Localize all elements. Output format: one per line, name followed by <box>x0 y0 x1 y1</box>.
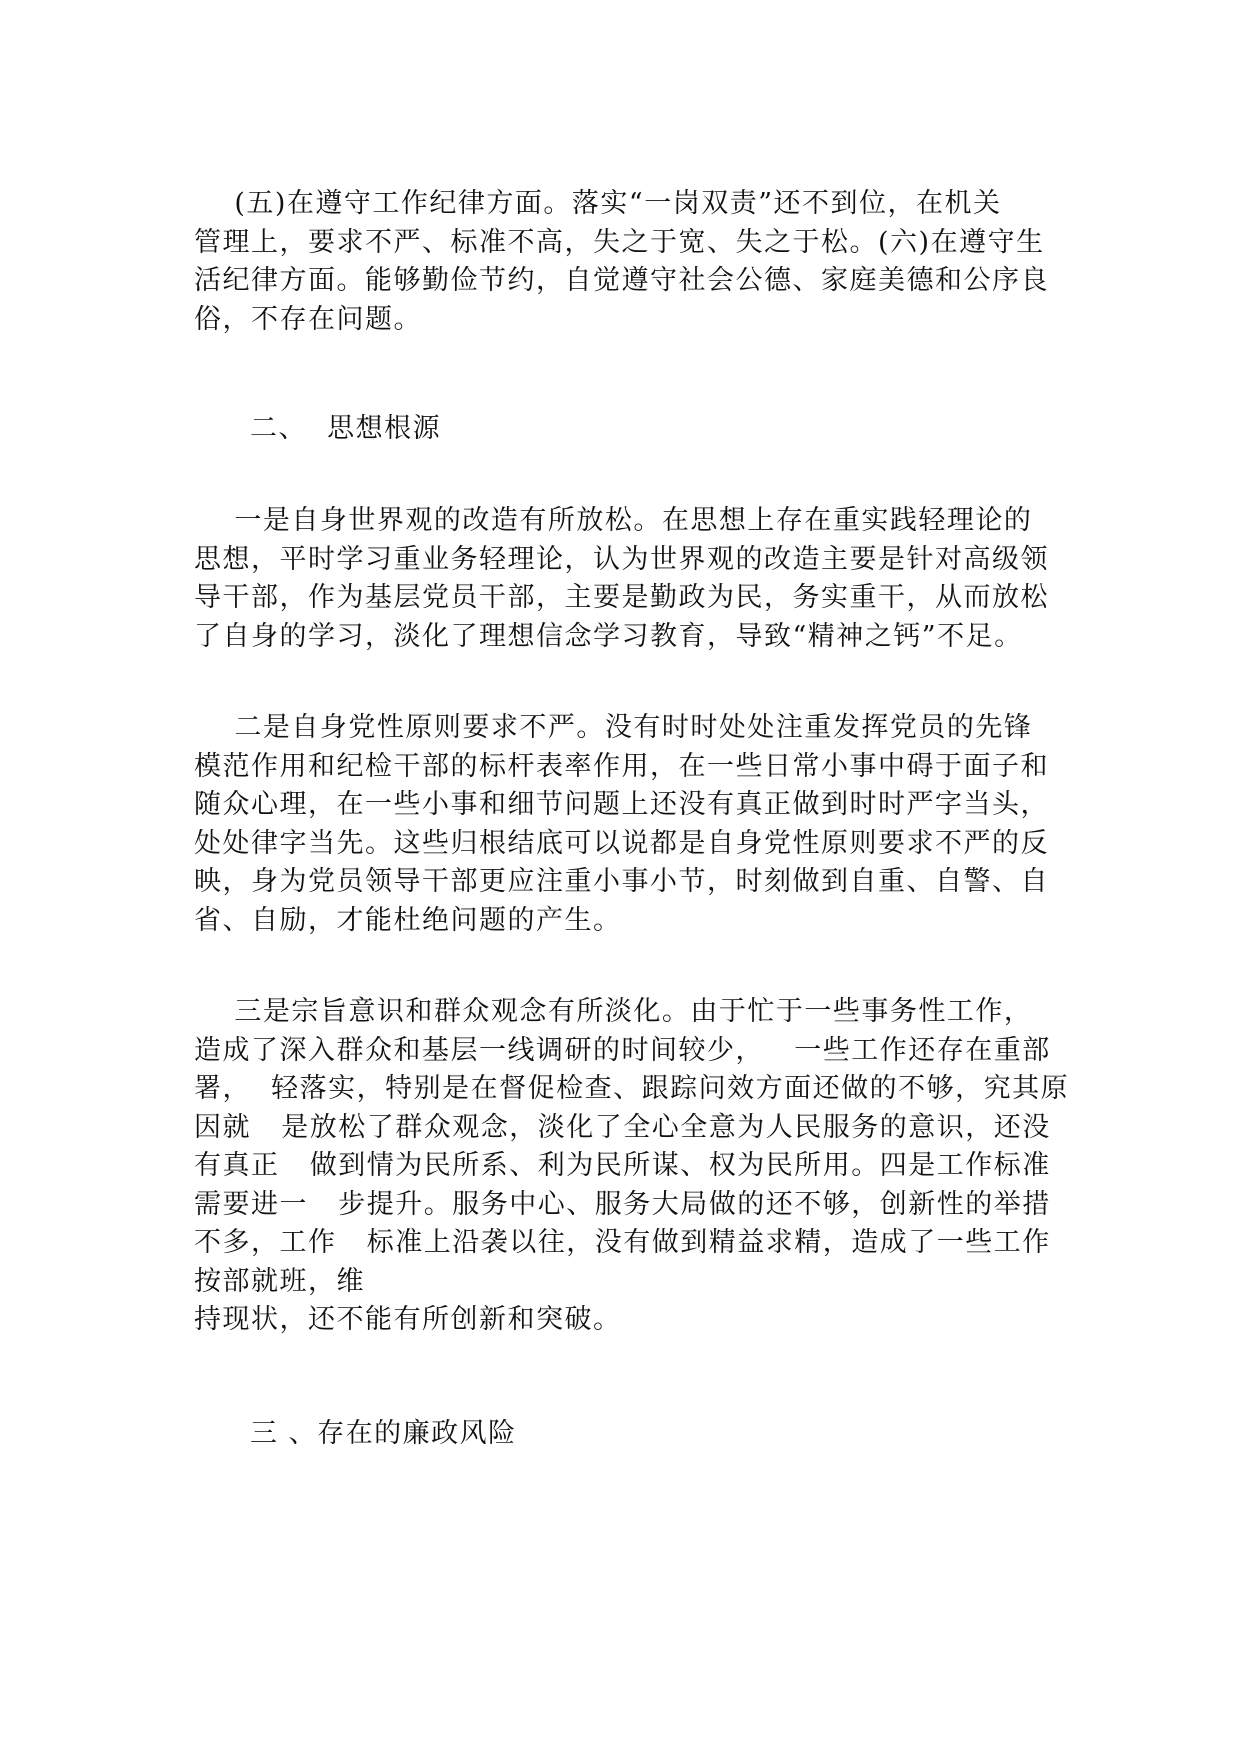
text-line: 映，身为党员领导干部更应注重小事小节，时刻做到自重、自警、自 <box>194 866 1049 897</box>
text-line: 活纪律方面。能够勤俭节约，自觉遵守社会公德、家庭美德和公序良 <box>194 265 1049 296</box>
text-line: 导干部，作为基层党员干部，主要是勤政为民，务实重干，从而放松 <box>194 582 1049 613</box>
paragraph-worldview <box>194 502 1064 656</box>
paragraph-party-spirit <box>194 709 1064 940</box>
text-line: 署， 轻落实，特别是在督促检查、跟踪问效方面还做的不够，究其原 <box>194 1073 1070 1104</box>
text-line: 按部就班，维 <box>194 1265 365 1297</box>
text-line: 有真正 做到情为民所系、利为民所谋、权为民所用。四是工作标准 <box>194 1150 1051 1181</box>
text-line: 了自身的学习，淡化了理想信念学习教育，导致“精神之钙”不足。 <box>194 620 1023 652</box>
section-heading-integrity-risks: 三 、存在的廉政风险 <box>250 1418 517 1449</box>
text-line: 一是自身世界观的改造有所放松。在思想上存在重实践轻理论的 <box>194 505 1033 536</box>
text-line: 因就 是放松了群众观念，淡化了全心全意为人民服务的意识，还没 <box>194 1111 1051 1143</box>
text-line: 持现状，还不能有所创新和突破。 <box>194 1304 622 1335</box>
text-line: 二是自身党性原则要求不严。没有时时处处注重发挥党员的先锋 <box>194 712 1033 743</box>
paragraph-work-discipline <box>194 185 1064 339</box>
text-line: 俗，不存在问题。 <box>194 303 422 335</box>
text-line: 造成了深入群众和基层一线调研的时间较少， 一些工作还存在重部 <box>194 1034 1051 1066</box>
text-line: 模范作用和纪检干部的标杆表率作用，在一些日常小事中碍于面子和 <box>194 750 1049 782</box>
text-line: 思想，平时学习重业务轻理论，认为世界观的改造主要是针对高级领 <box>194 543 1049 575</box>
section-heading-ideological-roots: 二、 思想根源 <box>250 413 442 444</box>
text-line: 管理上，要求不严、标准不高，失之于宽、失之于松。(六)在遵守生 <box>194 226 1045 258</box>
text-line: 三是宗旨意识和群众观念有所淡化。由于忙于一些事务性工作， <box>194 996 1033 1027</box>
text-line: 处处律字当先。这些归根结底可以说都是自身党性原则要求不严的反 <box>194 827 1049 859</box>
text-line: (五)在遵守工作纪律方面。落实“一岗双责”还不到位，在机关 <box>194 188 1002 219</box>
text-line: 随众心理，在一些小事和细节问题上还没有真正做到时时严字当头， <box>194 789 1049 820</box>
text-line: 需要进一 步提升。服务中心、服务大局做的还不够，创新性的举措 <box>194 1188 1051 1220</box>
paragraph-purpose-awareness <box>194 993 1070 1340</box>
text-line: 不多，工作 标准上沿袭以往，没有做到精益求精，造成了一些工作 <box>194 1227 1051 1258</box>
text-line: 省、自励，才能杜绝问题的产生。 <box>194 904 622 936</box>
